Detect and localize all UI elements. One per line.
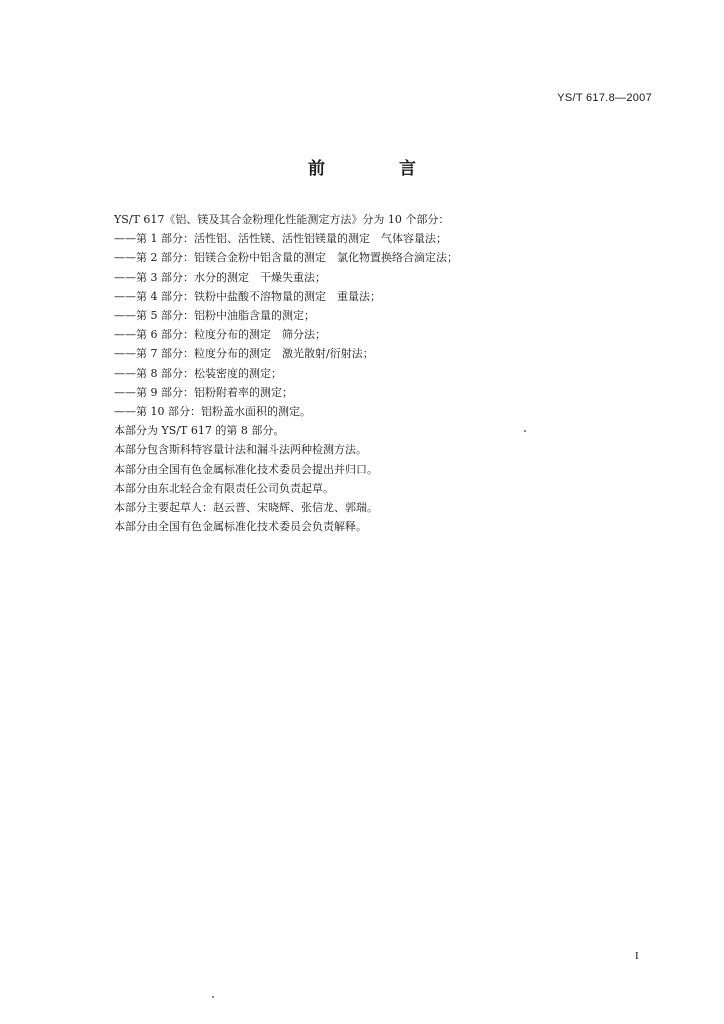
list-item-part-8: ——第 8 部分：松装密度的测定； [114, 366, 282, 380]
scan-speck [524, 430, 526, 432]
paragraph-intro: YS/T 617《铝、镁及其合金粉理化性能测定方法》分为 10 个部分： [114, 213, 450, 226]
page-title: 前 言 [308, 159, 450, 179]
paragraph-this-part: 本部分为 YS/T 617 的第 8 部分。 [114, 424, 285, 438]
list-item-part-2: ——第 2 部分：铝镁合金粉中铝含量的测定 氯化物置换络合滴定法； [114, 251, 458, 265]
list-item-part-10: ——第 10 部分：铝粉盖水面积的测定。 [114, 405, 311, 419]
paragraph-proposer: 本部分由全国有色金属标准化技术委员会提出并归口。 [114, 462, 378, 476]
list-item-part-4: ——第 4 部分：铁粉中盐酸不溶物量的测定 重量法； [114, 289, 381, 303]
paragraph-interpretation: 本部分由全国有色金属标准化技术委员会负责解释。 [114, 520, 367, 534]
paragraph-methods: 本部分包含斯科特容量计法和漏斗法两种检测方法。 [114, 443, 367, 457]
scan-speck [212, 996, 214, 998]
paragraph-drafter: 本部分由东北轻合金有限责任公司负责起草。 [114, 481, 334, 495]
list-item-part-1: ——第 1 部分：活性铝、活性镁、活性铝镁量的测定 气体容量法； [114, 232, 447, 246]
list-item-part-5: ——第 5 部分：铝粉中油脂含量的测定； [114, 309, 315, 323]
list-item-part-7: ——第 7 部分：粒度分布的测定 激光散射/衍射法； [114, 347, 374, 361]
list-item-part-9: ——第 9 部分：铝粉附着率的测定； [114, 385, 293, 399]
paragraph-authors: 本部分主要起草人：赵云普、宋晓辉、张信龙、郭瑞。 [114, 501, 378, 515]
foreword-body [114, 210, 634, 536]
list-item-part-3: ——第 3 部分：水分的测定 干燥失重法； [114, 270, 326, 284]
standard-code: YS/T 617.8—2007 [557, 92, 652, 104]
list-item-part-6: ——第 6 部分：粒度分布的测定 筛分法； [114, 328, 326, 342]
page-number: I [635, 950, 639, 962]
